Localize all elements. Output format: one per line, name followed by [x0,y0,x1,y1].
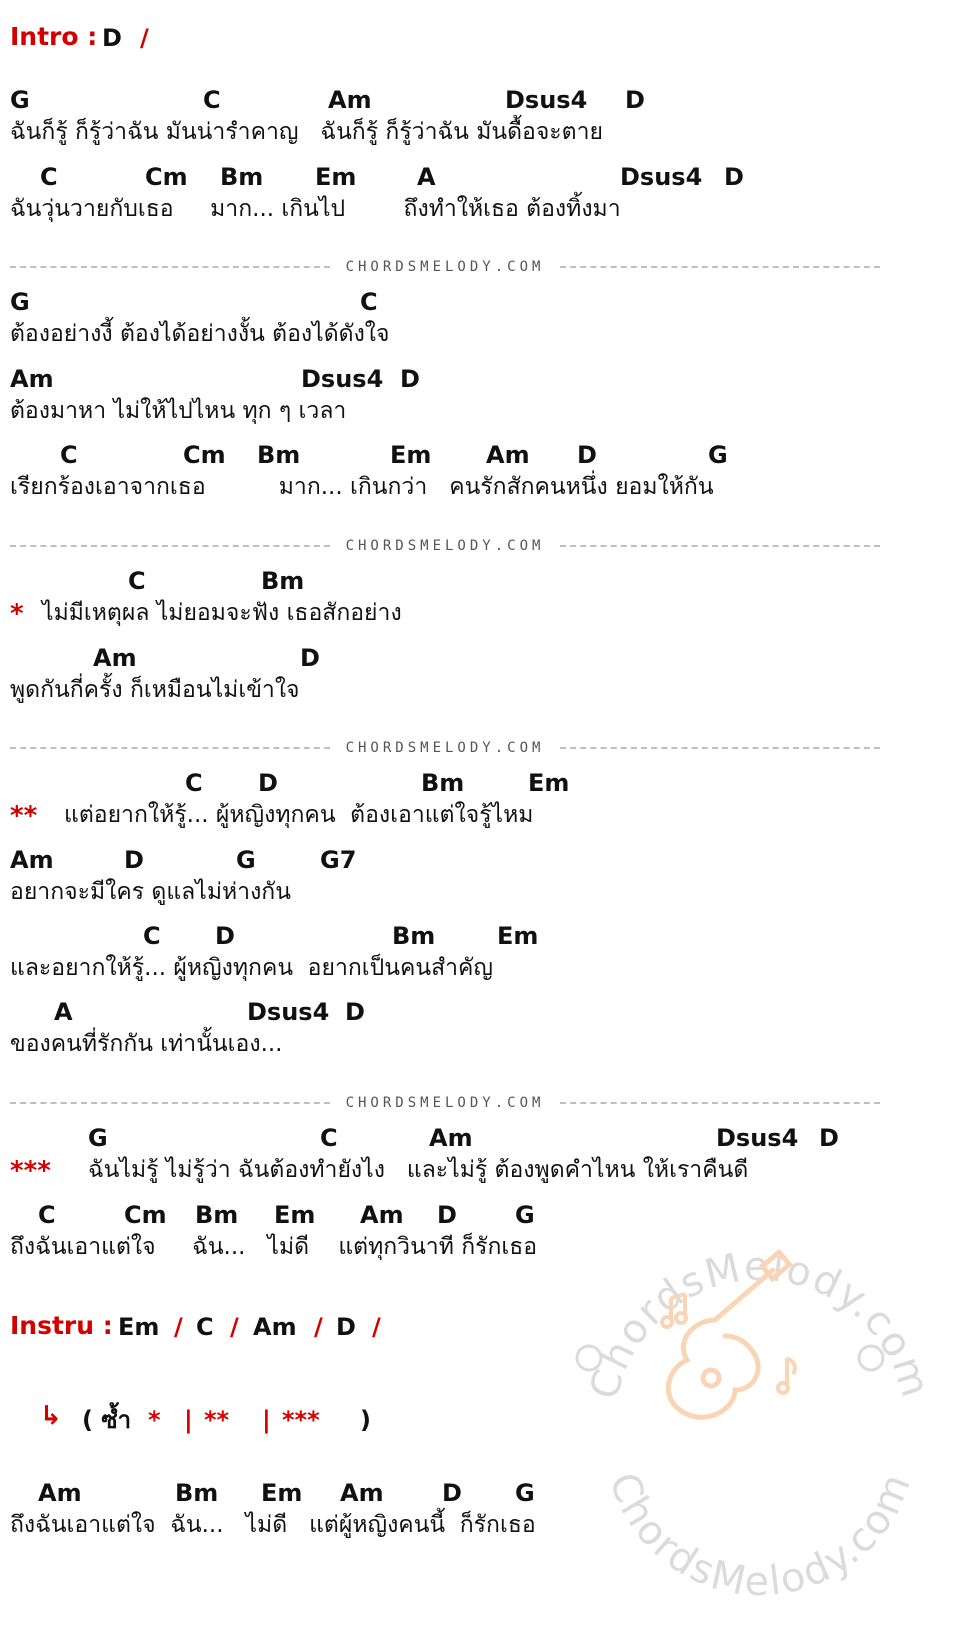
chord: Em [118,1313,160,1341]
separator [10,536,880,556]
chord: Am [93,644,137,672]
separator-site: CHORDSMELODY.COM [345,259,545,275]
separator-site: CHORDSMELODY.COM [345,1095,545,1111]
chord: D [336,1313,356,1341]
chord: Dsus4 [247,998,330,1026]
chord: G [236,846,256,874]
lyric-line: ต้องมาหา ไม่ให้ไปไหน ทุก ๆ เวลา [10,398,347,424]
lyric-line: แต่อยากให้รู้... ผู้หญิงทุกคน ต้องเอาแต่ใจรู้ไหม [64,802,534,828]
chord: Em [528,769,570,797]
intro-label: Intro : [10,22,98,51]
chord: Am [429,1124,473,1152]
chord: Em [390,441,432,469]
chord: G7 [320,846,357,874]
chord: Em [315,163,357,191]
chord: G [515,1201,535,1229]
watermark-top-text: ChordsMelody.com [581,1243,939,1405]
chord: Em [497,922,539,950]
lyric-line: อยากจะมีใคร ดูแลไม่ห่างกัน [10,879,291,905]
chord: D [577,441,597,469]
repeat-mark-3: *** [282,1406,320,1434]
chord: D [625,86,645,114]
chord: Em [261,1479,303,1507]
lyric-line: พูดกันกี่ครั้ง ก็เหมือนไม่เข้าใจ [10,677,300,703]
section-mark: * [10,599,24,629]
chord: Bm [421,769,465,797]
music-note-icon [778,1358,795,1393]
chord: Am [10,365,54,393]
repeat-open: ( ซ้ำ [82,1406,132,1434]
chord: Am [486,441,530,469]
chord: Bm [257,441,301,469]
chord: G [88,1124,108,1152]
chord: C [143,922,161,950]
chord: C [320,1124,338,1152]
separator [10,1093,880,1113]
chord: D [258,769,278,797]
chord: D [724,163,744,191]
repeat-mark-2: ** [204,1406,230,1434]
chord: D [400,365,420,393]
chord: Bm [175,1479,219,1507]
chord: C [360,288,378,316]
repeat-bar: | [184,1406,193,1434]
watermark-bottom-text: ChordsMelody.com [599,1465,921,1606]
chord: A [417,163,436,191]
slash: / [174,1313,183,1341]
section-mark: ** [10,801,38,831]
repeat-bar: | [262,1406,271,1434]
chord: C [38,1201,56,1229]
chord: C [60,441,78,469]
chord: A [54,998,73,1026]
chord: Am [360,1201,404,1229]
repeat-close: ) [360,1406,371,1434]
chord: Am [340,1479,384,1507]
intro-chord: D [102,24,122,52]
chord: Dsus4 [716,1124,799,1152]
separator-site: CHORDSMELODY.COM [345,740,545,756]
chord: C [40,163,58,191]
lyric-line: ฉันวุ่นวายกับเธอ มาก... เกินไป ถึงทำให้เธอ ต้องทิ้งมา [10,196,621,222]
chord: D [437,1201,457,1229]
chord: D [442,1479,462,1507]
chord: Bm [195,1201,239,1229]
chord: Dsus4 [620,163,703,191]
watermark-logo [575,1240,945,1620]
chord: Bm [392,922,436,950]
slash: / [372,1313,381,1341]
chord: G [10,288,30,316]
slash: / [314,1313,323,1341]
chord: Am [253,1313,297,1341]
arrow-return-icon: ↳ [40,1401,62,1431]
chord: D [124,846,144,874]
slash: / [230,1313,239,1341]
chord: D [215,922,235,950]
chord: Em [274,1201,316,1229]
separator-site: CHORDSMELODY.COM [345,538,545,554]
chord: D [819,1124,839,1152]
section-mark: *** [10,1156,51,1186]
chord: C [128,567,146,595]
lyric-line: ฉันก็รู้ ก็รู้ว่าฉัน มันน่ารำคาญ ฉันก็รู้ ก็รู้ว่าฉัน มันดื้อจะตาย [10,119,603,145]
chord: Cm [183,441,226,469]
lyric-line: ของคนที่รักกัน เท่านั้นเอง... [10,1031,283,1057]
chord: Am [38,1479,82,1507]
lyric-line: และอยากให้รู้... ผู้หญิงทุกคน อยากเป็นคนสำคัญ [10,955,494,981]
chord: Cm [124,1201,167,1229]
chord: Bm [261,567,305,595]
repeat-mark-1: * [148,1406,161,1434]
chord: C [203,86,221,114]
lyric-line: ถึงฉันเอาแต่ใจ ฉัน... ไม่ดี แต่ทุกวินาที ก็รักเธอ [10,1234,538,1260]
separator [10,738,880,758]
chord: Bm [220,163,264,191]
chord: Am [328,86,372,114]
lyric-line: เรียกร้องเอาจากเธอ มาก... เกินกว่า คนรักสักคนหนึ่ง ยอมให้กัน [10,474,714,500]
lyric-line: ไม่มีเหตุผล ไม่ยอมจะฟัง เธอสักอย่าง [42,600,402,626]
chord: D [345,998,365,1026]
lyric-line: ถึงฉันเอาแต่ใจ ฉัน... ไม่ดี แต่ผู้หญิงคนนี้ ก็รักเธอ [10,1512,536,1538]
chord: Am [10,846,54,874]
lyric-line: ฉันไม่รู้ ไม่รู้ว่า ฉันต้องทำยังไง และไม่รู้ ต้องพูดคำไหน ให้เราคืนดี [88,1157,749,1183]
chord: C [196,1313,214,1341]
chord: Cm [145,163,188,191]
chord: Dsus4 [301,365,384,393]
chord: D [300,644,320,672]
intro-slash: / [140,24,149,52]
chord: G [515,1479,535,1507]
instru-label: Instru : [10,1311,113,1340]
separator [10,257,880,277]
chord: G [708,441,728,469]
chord: G [10,86,30,114]
lyric-line: ต้องอย่างงี้ ต้องได้อย่างงั้น ต้องได้ดังใจ [10,321,390,347]
chord: C [185,769,203,797]
chord: Dsus4 [505,86,588,114]
